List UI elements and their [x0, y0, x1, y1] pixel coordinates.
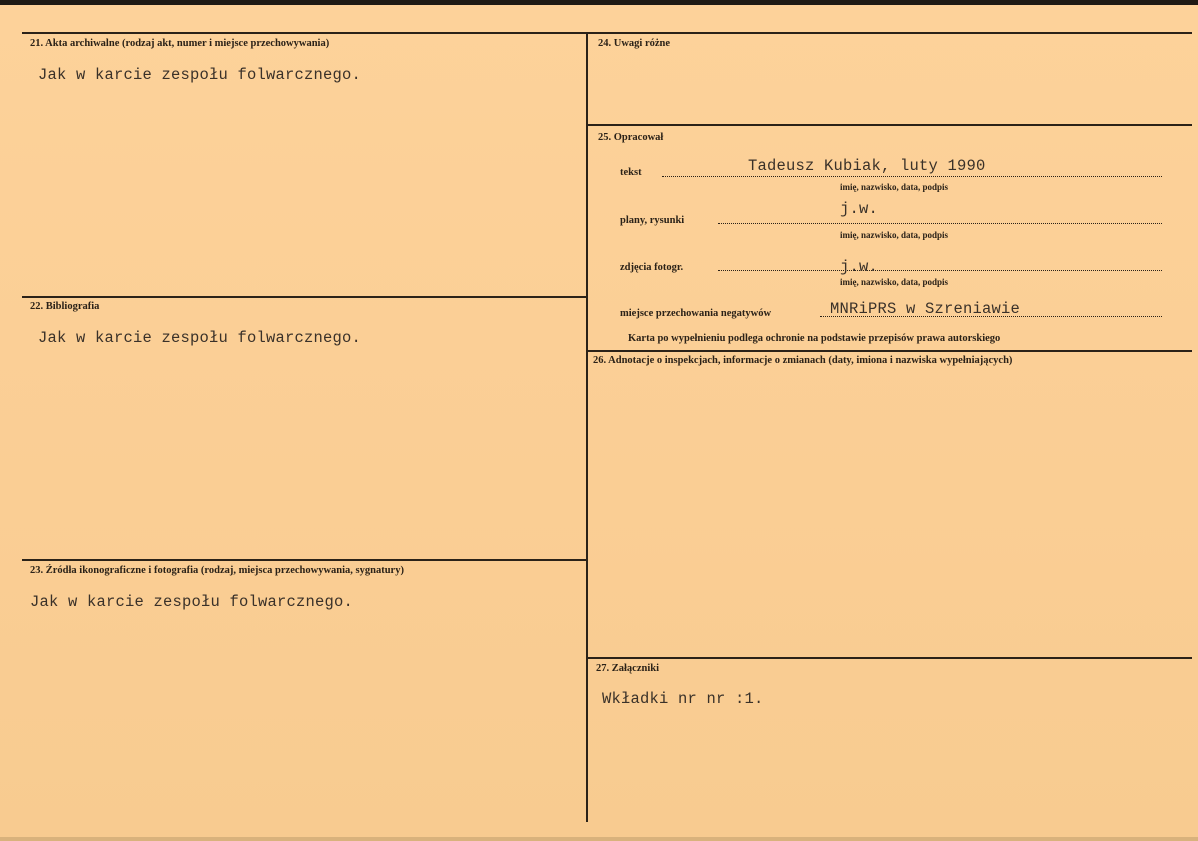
- section-21-text: Jak w karcie zespołu folwarcznego.: [38, 66, 362, 84]
- rule-26-27: [587, 657, 1192, 659]
- section-24-label: 24. Uwagi różne: [598, 38, 671, 49]
- tekst-hint: imię, nazwisko, data, podpis: [840, 182, 949, 192]
- section-23-label: 23. Źródła ikonograficzne i fotografia (rodzaj, miejsca przechowywania, sygnatury): [30, 565, 404, 576]
- section-27-label: 27. Załączniki: [596, 663, 660, 674]
- plany-value: j.w.: [840, 200, 879, 218]
- zdjecia-value: j.w.: [840, 258, 879, 276]
- copyright-note: Karta po wypełnieniu podlega ochronie na podstawie przepisów prawa autorskiego: [628, 333, 1001, 344]
- negatywy-value: MNRiPRS w Szreniawie: [830, 300, 1021, 318]
- zdjecia-label: zdjęcia fotogr.: [620, 262, 684, 273]
- zdjecia-line: [718, 270, 1162, 271]
- plany-hint: imię, nazwisko, data, podpis: [840, 230, 949, 240]
- zdjecia-hint: imię, nazwisko, data, podpis: [840, 277, 949, 287]
- rule-25-26: [587, 350, 1192, 352]
- section-23-text: Jak w karcie zespołu folwarcznego.: [30, 593, 354, 611]
- rule-21-22: [22, 296, 587, 298]
- bottom-edge: [0, 837, 1198, 841]
- rule-24-25: [587, 124, 1192, 126]
- top-edge: [0, 0, 1198, 5]
- section-27-text: Wkładki nr nr :1.: [602, 690, 764, 708]
- section-25-label: 25. Opracował: [598, 132, 664, 143]
- rule-22-23: [22, 559, 587, 561]
- negatywy-label: miejsce przechowania negatywów: [620, 308, 772, 319]
- section-26-label: 26. Adnotacje o inspekcjach, informacje o zmianach (daty, imiona i nazwiska wypełniających): [593, 355, 1013, 366]
- section-21-label: 21. Akta archiwalne (rodzaj akt, numer i miejsce przechowywania): [30, 38, 330, 49]
- tekst-value: Tadeusz Kubiak, luty 1990: [748, 157, 986, 175]
- section-22-text: Jak w karcie zespołu folwarcznego.: [38, 329, 362, 347]
- plany-label: plany, rysunki: [620, 215, 685, 226]
- plany-line: [718, 223, 1162, 224]
- center-divider: [586, 32, 588, 822]
- tekst-line: [662, 176, 1162, 177]
- tekst-label: tekst: [620, 167, 642, 178]
- top-rule: [22, 32, 1192, 34]
- section-22-label: 22. Bibliografia: [30, 301, 100, 312]
